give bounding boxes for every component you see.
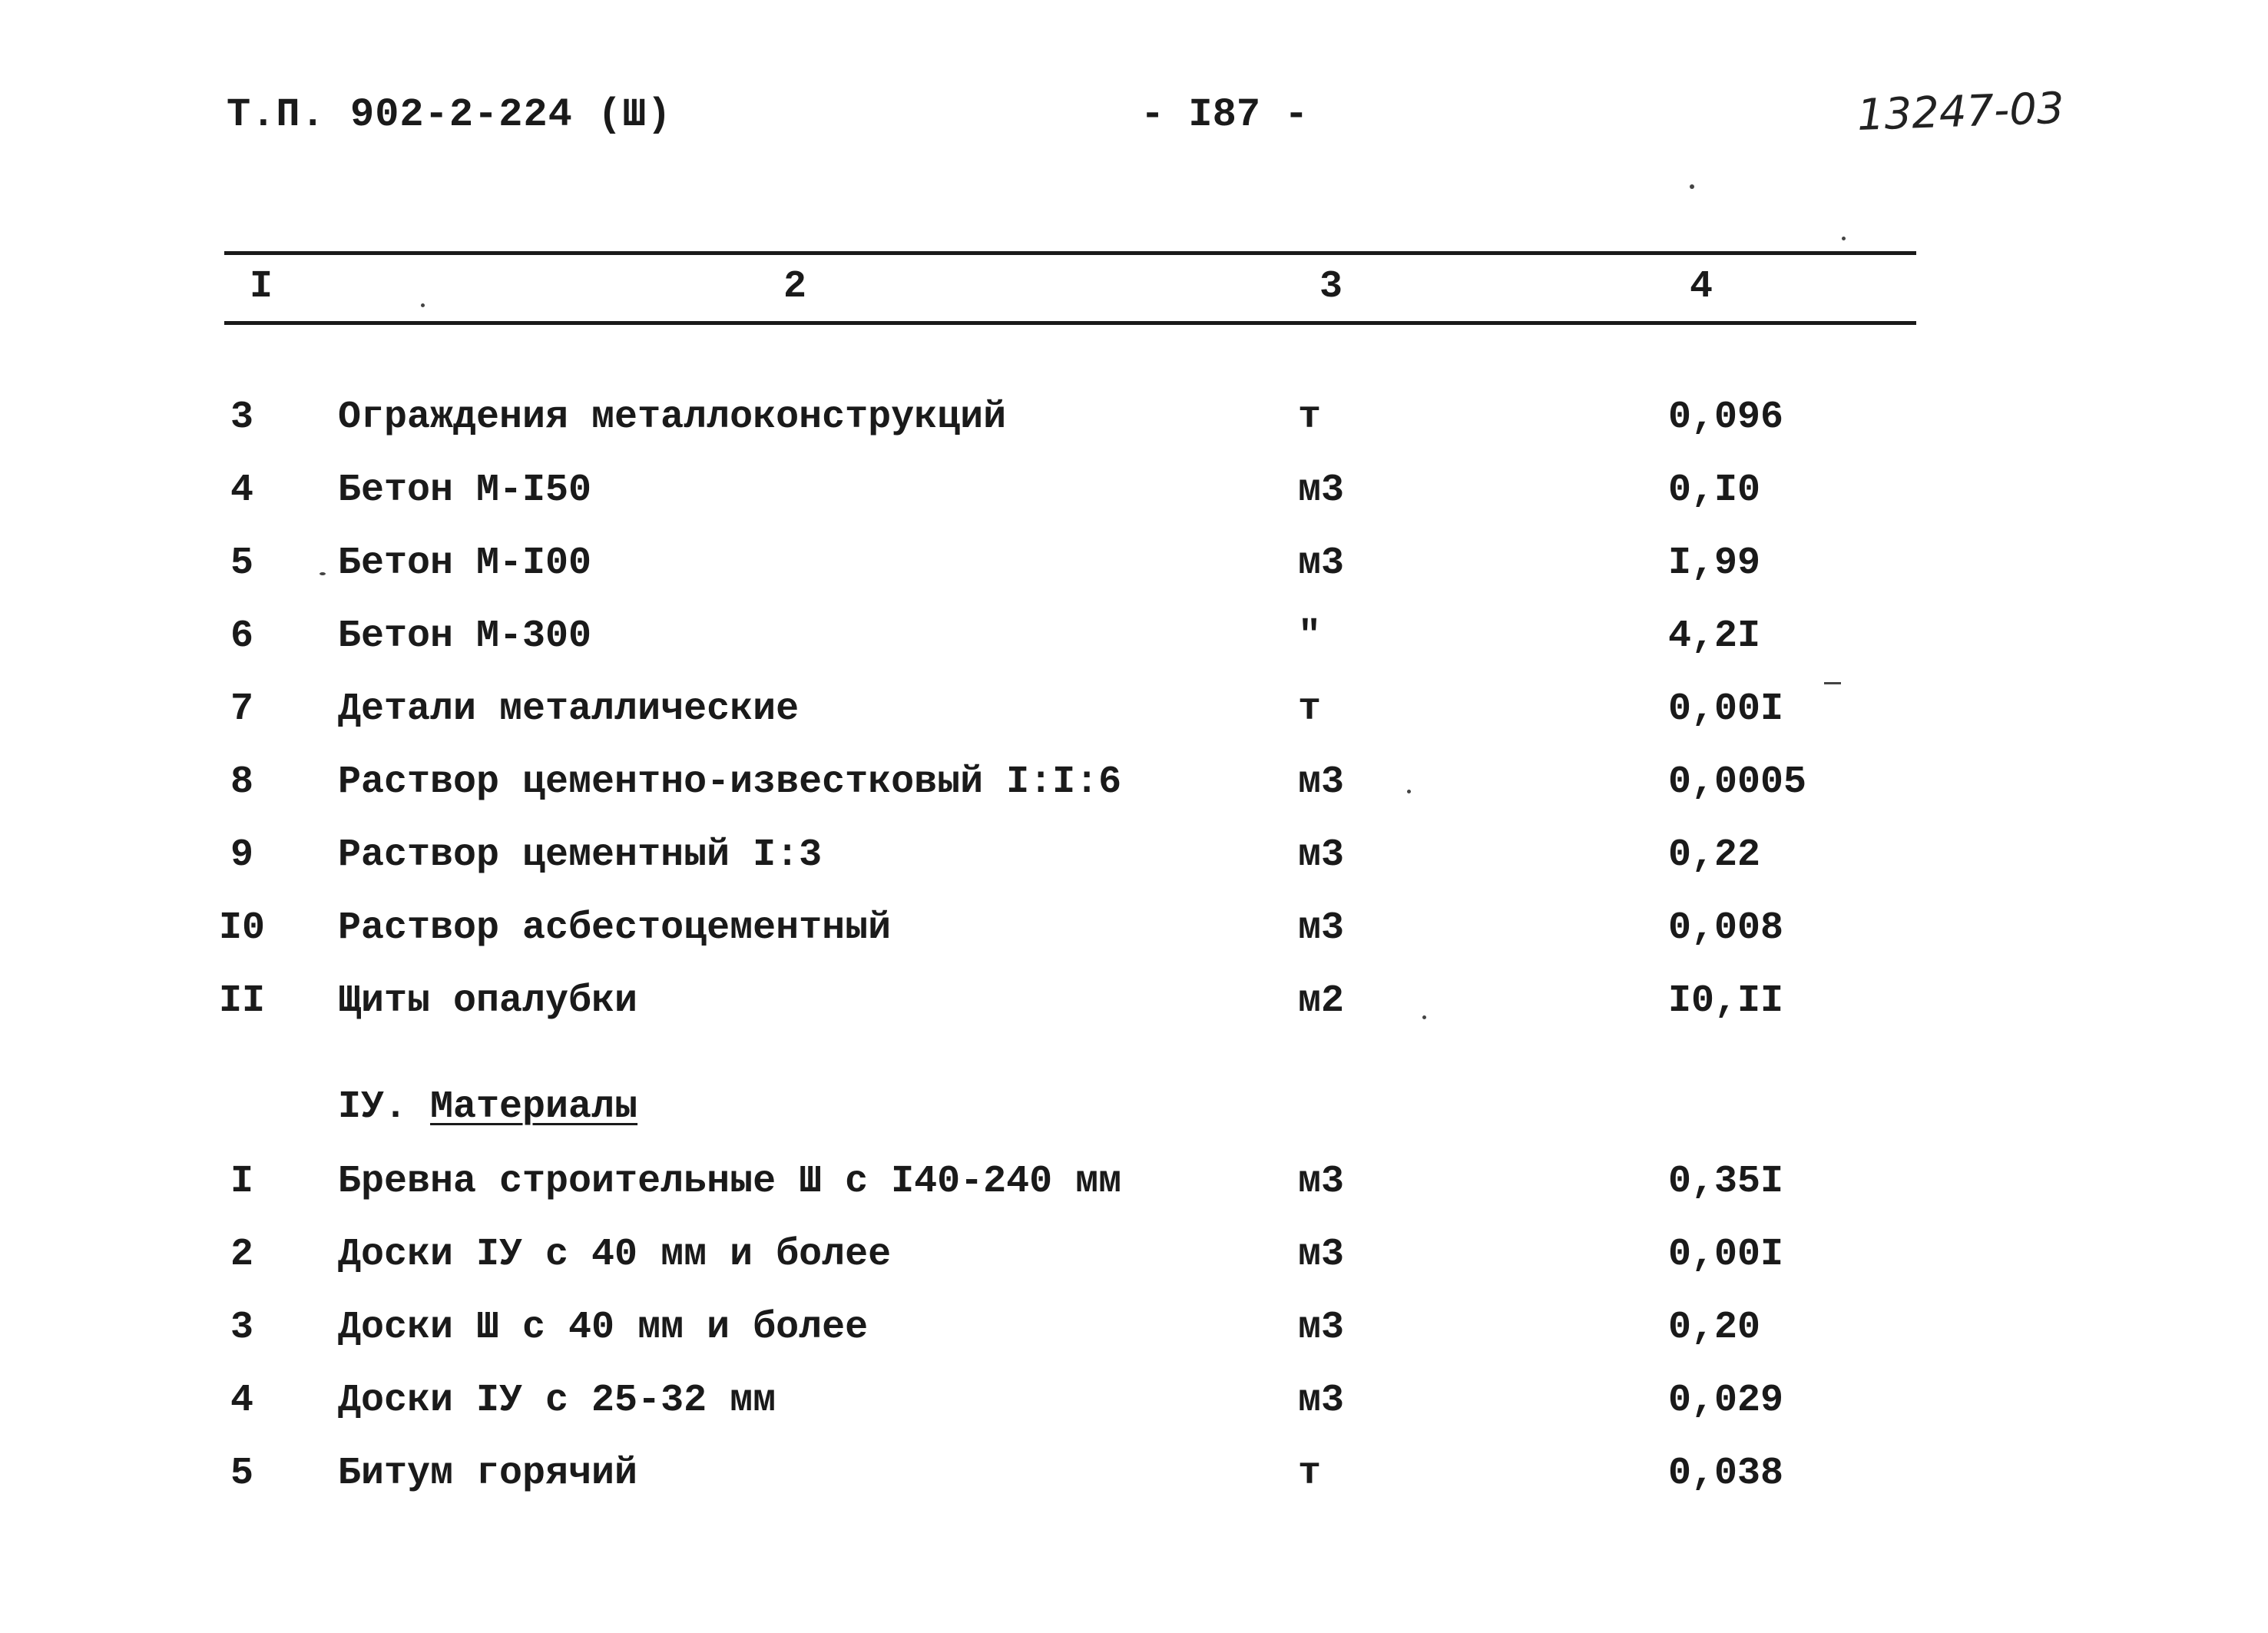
scan-speck xyxy=(1690,184,1694,189)
row-number: 5 xyxy=(230,1452,253,1496)
item-unit: м3 xyxy=(1298,1379,1345,1423)
row-number: 4 xyxy=(230,1379,253,1423)
section-heading xyxy=(338,1085,637,1129)
column-number-4: 4 xyxy=(1690,265,1713,309)
item-unit: " xyxy=(1298,614,1322,658)
item-name: Раствор асбестоцементный xyxy=(338,906,892,950)
item-quantity: 0,0005 xyxy=(1668,760,1807,804)
item-name: Доски IУ с 40 мм и более xyxy=(338,1233,892,1277)
scan-speck xyxy=(1407,790,1411,793)
row-number: 2 xyxy=(230,1233,253,1277)
item-unit: т xyxy=(1298,1452,1322,1496)
item-unit: м3 xyxy=(1298,833,1345,877)
row-number: 4 xyxy=(230,469,253,512)
item-unit: м3 xyxy=(1298,1233,1345,1277)
row-number: 5 xyxy=(230,542,253,585)
item-unit: м3 xyxy=(1298,542,1345,585)
section-prefix: IУ. xyxy=(338,1085,408,1129)
row-number: II xyxy=(218,979,265,1023)
row-number: I xyxy=(230,1160,253,1204)
item-name: Щиты опалубки xyxy=(338,979,638,1023)
scan-speck xyxy=(1824,682,1841,684)
item-name: Доски Ш с 40 мм и более xyxy=(338,1306,869,1350)
item-name: Бревна строительные Ш с I40-240 мм xyxy=(338,1160,1122,1204)
item-quantity: 0,00I xyxy=(1668,687,1784,731)
item-unit: м3 xyxy=(1298,1306,1345,1350)
scan-speck xyxy=(1422,1015,1426,1019)
row-number: 3 xyxy=(230,1306,253,1350)
column-number-3: 3 xyxy=(1319,265,1343,309)
item-name: Детали металлические xyxy=(338,687,800,731)
archive-number: 13247-03 xyxy=(1856,83,2065,141)
item-unit: м3 xyxy=(1298,906,1345,950)
item-quantity: 0,029 xyxy=(1668,1379,1784,1423)
row-number: 8 xyxy=(230,760,253,804)
item-unit: м3 xyxy=(1298,760,1345,804)
document-reference: Т.П. 902-2-224 (Ш) xyxy=(227,92,672,137)
item-name: Доски IУ с 25-32 мм xyxy=(338,1379,776,1423)
row-number: 7 xyxy=(230,687,253,731)
item-name: Раствор цементный I:3 xyxy=(338,833,823,877)
item-name: Бетон М-I50 xyxy=(338,469,592,512)
item-unit: м3 xyxy=(1298,469,1345,512)
scan-speck xyxy=(1842,237,1846,240)
item-quantity: 0,008 xyxy=(1668,906,1784,950)
row-number: I0 xyxy=(218,906,265,950)
scan-speck xyxy=(320,572,326,575)
page-number: - I87 - xyxy=(1141,92,1309,137)
item-quantity: I,99 xyxy=(1668,542,1761,585)
item-quantity: I0,II xyxy=(1668,979,1784,1023)
item-unit: т xyxy=(1298,396,1322,439)
row-number: 9 xyxy=(230,833,253,877)
section-title: Материалы xyxy=(430,1085,638,1129)
item-name: Бетон М-I00 xyxy=(338,542,592,585)
row-number: 6 xyxy=(230,614,253,658)
item-quantity: 0,22 xyxy=(1668,833,1761,877)
item-quantity: 0,096 xyxy=(1668,396,1784,439)
item-name: Битум горячий xyxy=(338,1452,638,1496)
item-quantity: 0,I0 xyxy=(1668,469,1761,512)
item-name: Бетон М-300 xyxy=(338,614,592,658)
item-quantity: 0,20 xyxy=(1668,1306,1761,1350)
item-quantity: 0,038 xyxy=(1668,1452,1784,1496)
item-quantity: 4,2I xyxy=(1668,614,1761,658)
item-unit: м2 xyxy=(1298,979,1345,1023)
item-quantity: 0,35I xyxy=(1668,1160,1784,1204)
row-number: 3 xyxy=(230,396,253,439)
column-number-2: 2 xyxy=(783,265,807,309)
item-unit: т xyxy=(1298,687,1322,731)
item-name: Раствор цементно-известковый I:I:6 xyxy=(338,760,1122,804)
item-name: Ограждения металлоконструкций xyxy=(338,396,1007,439)
table-header-rule xyxy=(224,321,1916,325)
column-number-1: I xyxy=(250,265,273,309)
item-unit: м3 xyxy=(1298,1160,1345,1204)
scan-speck xyxy=(421,303,425,307)
table-top-rule xyxy=(224,251,1916,255)
item-quantity: 0,00I xyxy=(1668,1233,1784,1277)
